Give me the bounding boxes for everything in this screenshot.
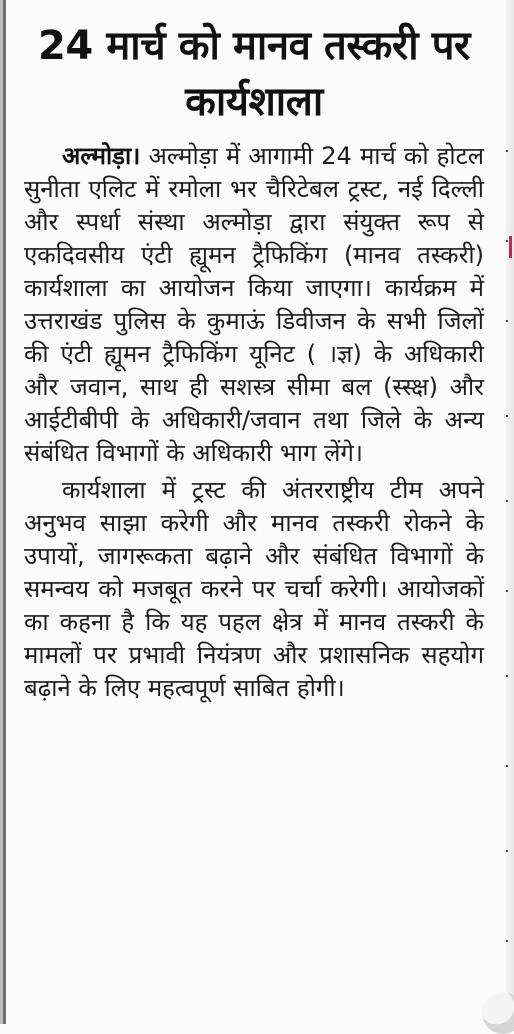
page-accent-mark — [509, 236, 512, 258]
paragraph-text: कार्यशाला में ट्रस्ट की अंतरराष्ट्रीय टीम अपने अनुभव साझा करेगी और मानव तस्करी रोकने के उपायों, जागरूकता बढ़ाने और संबंधित विभागों के समन्वय को मजबूत करने पर चर्चा करेगी। आयोजकों का कहना है कि यह पहल क्षेत्र में मानव तस्करी के मामलों पर प्रभावी नियंत्रण और प्रशासनिक सहयोग बढ़ाने के लिए महत्वपूर्ण साबित होगी। — [24, 476, 484, 702]
article-paragraph — [24, 474, 484, 705]
dateline: अल्मोड़ा। — [62, 142, 141, 170]
page-right-ticks — [506, 150, 508, 1010]
page-corner-curl — [482, 992, 514, 1034]
article-body — [24, 140, 484, 705]
page-left-rule — [3, 0, 6, 1024]
headline: 24 मार्च को मानव तस्करी पर कार्यशाला — [37, 23, 471, 125]
paragraph-text: अल्मोड़ा में आगामी 24 मार्च को होटल सुनीता एलिट में रमोला भर चैरिटेबल ट्रस्ट, नई दिल्ली और स्पर्धा संस्था अल्मोड़ा द्वारा संयुक्त रूप से एकदिवसीय एंटी ह्यूमन ट्रैफिकिंग (मानव तस्करी) कार्यशाला का आयोजन किया जाएगा। कार्यक्रम में उत्तराखंड पुलिस के कुमाऊं डिवीजन के सभी जिलों की एंटी ह्यूमन ट्रैफिकिंग यूनिट ( ।ज्ञ) के अधिकारी और जवान, साथ ही सशस्त्र सीमा बल (स्स्क्ष) और आईटीबीपी के अधिकारी/जवान तथा जिले के अन्य संबंधित विभागों के अधिकारी भाग लेंगे। — [24, 142, 484, 467]
news-article — [24, 18, 484, 705]
article-paragraph — [24, 140, 484, 470]
